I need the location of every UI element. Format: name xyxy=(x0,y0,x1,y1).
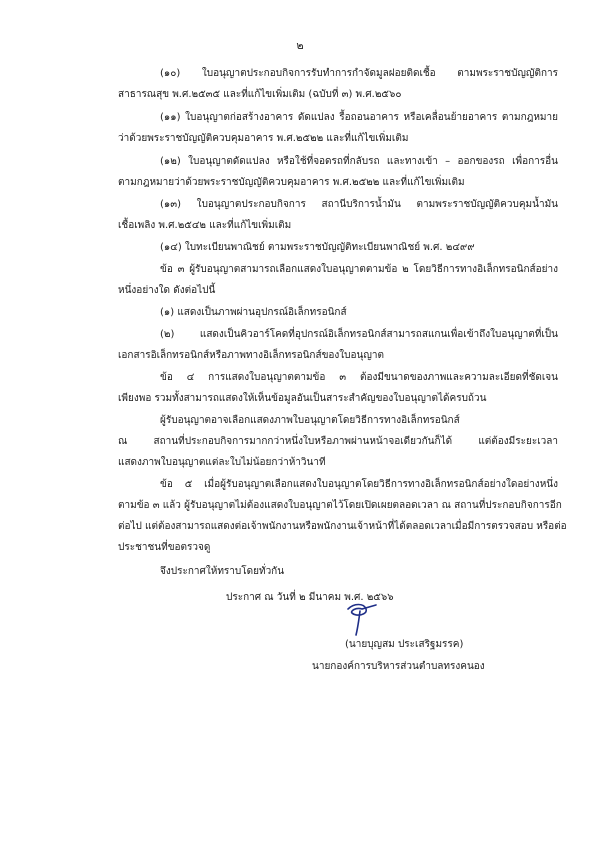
announce-line: จึงประกาศให้ทราบโดยทั่วกัน xyxy=(160,566,285,577)
clause5-line3: ต่อไป แต่ต้องสามารถแสดงต่อเจ้าพนักงานหรือพนักงานเจ้าหน้าที่ได้ตลอดเวลาเมื่อมีการตรวจสอบ หรือต่อ xyxy=(118,521,567,532)
clause4-line2: เพียงพอ รวมทั้งสามารถแสดงให้เห็นข้อมูลอันเป็นสาระสำคัญของใบอนุญาตได้ครบถ้วน xyxy=(118,393,487,404)
item-10-line1: (๑๐) ใบอนุญาตประกอบกิจการรับทำการกำจัดมูลฝอยติดเชื้อ ตามพระราชบัญญัติการ xyxy=(160,68,558,79)
clause4-line5: แสดงภาพใบอนุญาตแต่ละใบไม่น้อยกว่าห้าวินาที xyxy=(118,457,326,468)
item-12-line2: ตามกฎหมายว่าด้วยพระราชบัญญัติควบคุมอาคาร พ.ศ.๒๕๒๒ และที่แก้ไขเพิ่มเติม xyxy=(118,177,465,188)
clause5-line4: ประชาชนที่ขอตรวจดู xyxy=(118,542,211,553)
item-11-line1: (๑๑) ใบอนุญาตก่อสร้างอาคาร ดัดแปลง รื้อถอนอาคาร หรือเคลื่อนย้ายอาคาร ตามกฎหมาย xyxy=(160,112,558,123)
clause3-line1: ข้อ ๓ ผู้รับอนุญาตสามารถเลือกแสดงใบอนุญาตตามข้อ ๒ โดยวิธีการทางอิเล็กทรอนิกส์อย่าง xyxy=(160,264,558,275)
page-number: ๒ xyxy=(296,39,304,52)
clause5-line1: ข้อ ๕ เมื่อผู้รับอนุญาตเลือกแสดงใบอนุญาตโดยวิธีการทางอิเล็กทรอนิกส์อย่างใดอย่างหนึ่ง xyxy=(160,479,558,490)
clause4-line4: ณ สถานที่ประกอบกิจการมากกว่าหนึ่งใบหรือภาพผ่านหน้าจอเดียวกันก็ได้ แต่ต้องมีระยะเวลา xyxy=(118,436,558,447)
signer-name: (นายบุญสม ประเสริฐมรรค) xyxy=(345,639,464,650)
clause3-line2: หนึ่งอย่างใด ดังต่อไปนี้ xyxy=(118,285,216,296)
item-10-line2: สาธารณสุข พ.ศ.๒๕๓๕ และที่แก้ไขเพิ่มเติม (ฉบับที่ ๓) พ.ศ.๒๕๖๐ xyxy=(118,89,402,100)
clause5-line2: ตามข้อ ๓ แล้ว ผู้รับอนุญาตไม่ต้องแสดงใบอนุญาตไว้โดยเปิดเผยตลอดเวลา ณ สถานที่ประกอบกิจการอีก xyxy=(118,500,562,511)
clause3-sub2-line1: (๒) แสดงเป็นคิวอาร์โคดที่อุปกรณ์อิเล็กทรอนิกส์สามารถสแกนเพื่อเข้าถึงใบอนุญาตที่เป็น xyxy=(160,329,558,340)
item-11-line2: ว่าด้วยพระราชบัญญัติควบคุมอาคาร พ.ศ.๒๕๒๒ และที่แก้ไขเพิ่มเติม xyxy=(118,133,409,144)
item-13-line1: (๑๓) ใบอนุญาตประกอบกิจการ สถานีบริการน้ำมัน ตามพระราชบัญญัติควบคุมน้ำมัน xyxy=(160,199,558,210)
item-13-line2: เชื้อเพลิง พ.ศ.๒๕๔๒ และที่แก้ไขเพิ่มเติม xyxy=(118,220,292,231)
clause4-line1: ข้อ ๔ การแสดงใบอนุญาตตามข้อ ๓ ต้องมีขนาดของภาพและความละเอียดที่ชัดเจน xyxy=(160,372,558,383)
signature-mark xyxy=(330,595,390,640)
item-14-line1: (๑๔) ใบทะเบียนพาณิชย์ ตามพระราชบัญญัติทะเบียนพาณิชย์ พ.ศ. ๒๔๙๙ xyxy=(160,242,475,253)
item-12-line1: (๑๒) ใบอนุญาตดัดแปลง หรือใช้ที่จอดรถที่กลับรถ และทางเข้า – ออกของรถ เพื่อการอื่น xyxy=(160,156,558,167)
clause4-line3: ผู้รับอนุญาตอาจเลือกแสดงภาพใบอนุญาตโดยวิธีการทางอิเล็กทรอนิกส์ xyxy=(160,415,460,426)
clause3-sub2-line2: เอกสารอิเล็กทรอนิกส์หรือภาพทางอิเล็กทรอนิกส์ของใบอนุญาต xyxy=(118,350,384,361)
date-line: ประกาศ ณ วันที่ ๒ มีนาคม พ.ศ. ๒๕๖๖ xyxy=(226,592,394,603)
signer-position: นายกองค์การบริหารส่วนตำบลทรงคนอง xyxy=(312,661,485,672)
clause3-sub1: (๑) แสดงเป็นภาพผ่านอุปกรณ์อิเล็กทรอนิกส์ xyxy=(160,307,347,318)
